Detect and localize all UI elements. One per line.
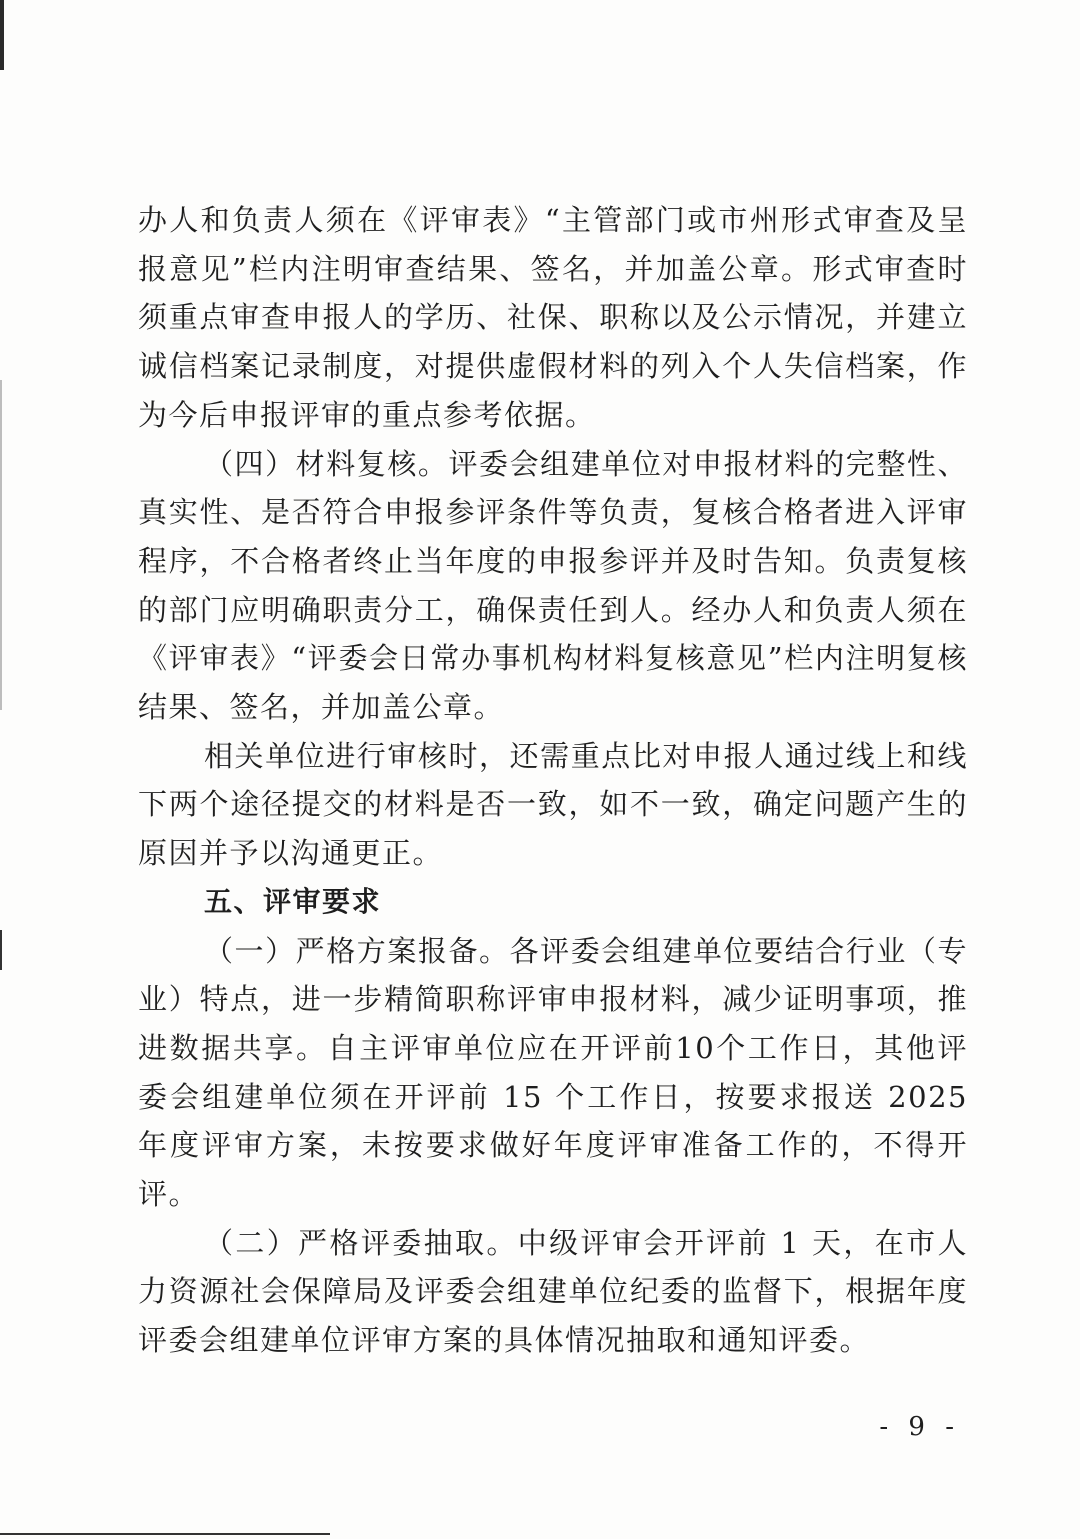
section-label-1: （一）严格方案报备。 xyxy=(204,933,510,968)
paragraph-text: 中级评审会开评前 1 天，在市人力资源社会保障局及评委会组建单位纪委的监督下，根据年度评委会组建单位评审方案的具体情况抽取和通知评委。 xyxy=(138,1225,968,1358)
paragraph-material-recheck xyxy=(138,440,968,732)
paragraph-review-continuation: 办人和负责人须在《评审表》“主管部门或市州形式审查及呈报意见”栏内注明审查结果、签名，并加盖公章。形式审查时须重点审查申报人的学历、社保、职称以及公示情况，并建立诚信档案记录制度，对提供虚假材料的列入个人失信档案，作为今后申报评审的重点参考依据。 xyxy=(138,203,968,432)
scan-edge-mark xyxy=(0,380,2,710)
section-heading-5: 五、评审要求 xyxy=(204,884,382,918)
scan-edge-mark xyxy=(0,930,2,970)
paragraph-text: 评委会组建单位对申报材料的完整性、真实性、是否符合申报参评条件等负责，复核合格者进入评审程序，不合格者终止当年度的申报参评并及时告知。负责复核的部门应明确职责分工，确保责任到人。经办人和负责人须在《评审表》“评委会日常办事机构材料复核意见”栏内注明复核结果、签名，并加盖公章。 xyxy=(138,446,968,725)
document-body xyxy=(138,196,968,1365)
paragraph-audit-comparison: 相关单位进行审核时，还需重点比对申报人通过线上和线下两个途径提交的材料是否一致，如不一致，确定问题产生的原因并予以沟通更正。 xyxy=(138,738,968,871)
paragraph-text: 各评委会组建单位要结合行业（专业）特点，进一步精简职称评审申报材料，减少证明事项，推进数据共享。自主评审单位应在开评前10个工作日，其他评委会组建单位须在开评前 15 个工作日，按要求报送 2025 年度评审方案，未按要求做好年度评审准备工作的，不得开评。 xyxy=(138,933,968,1212)
section-label-4: （四）材料复核。 xyxy=(204,446,449,481)
scan-edge-mark xyxy=(0,0,4,70)
paragraph-plan-filing xyxy=(138,927,968,1219)
paragraph-judge-selection xyxy=(138,1219,968,1365)
page-number: - 9 - xyxy=(879,1412,960,1442)
section-label-2: （二）严格评委抽取。 xyxy=(204,1225,518,1260)
bottom-rule xyxy=(0,1533,330,1535)
